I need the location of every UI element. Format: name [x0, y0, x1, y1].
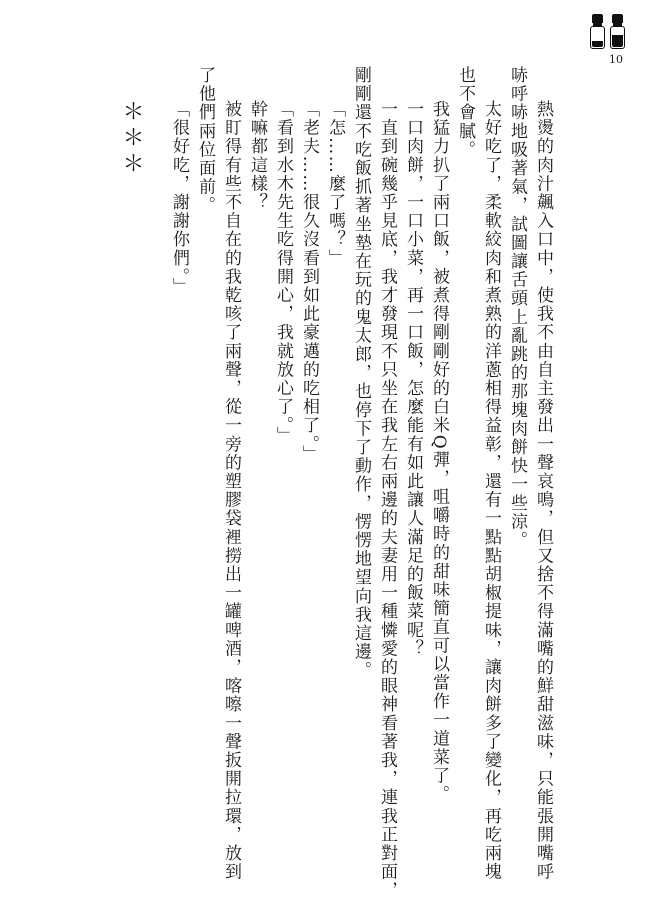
- text-line-12: 幹嘛都這樣？: [247, 100, 267, 212]
- text-line-6: 一口肉餅，一口小菜，再一口飯，怎麼能有如此讓人滿足的飯菜呢？: [403, 100, 423, 658]
- text-line-14: 了他們兩位面前。: [195, 66, 215, 215]
- text-line-10: 「老夫……很久沒看到如此豪邁的吃相了。」: [299, 100, 319, 464]
- text-line-2: 哧呼哧地吸著氣，試圖讓舌頭上亂跳的那塊肉餅快一些涼。: [507, 66, 527, 550]
- text-line-9: 「怎……麼了嗎？」: [325, 100, 345, 268]
- section-separator: ＊＊＊: [119, 100, 144, 178]
- bottle-left: [590, 14, 605, 48]
- text-line-13: 被盯得有些不自在的我乾咳了兩聲，從一旁的塑膠袋裡撈出一罐啤酒，喀嚓一聲扳開拉環，放到: [221, 100, 241, 882]
- page-number: 10: [609, 53, 623, 66]
- text-line-8: 剛剛還不吃飯抓著坐墊在玩的鬼太郎，也停下了動作，愣愣地望向我這邊。: [351, 66, 371, 680]
- text-line-15: 「很好吃，謝謝你們。」: [169, 100, 189, 297]
- bottle-right: [610, 14, 625, 48]
- text-line-3: 太好吃了，柔軟絞肉和煮熟的洋蔥相得益彰，還有一點點胡椒提味，讓肉餅多了變化，再吃兩塊: [481, 100, 501, 882]
- bottles-icon: [590, 14, 630, 50]
- text-line-11: 「看到水木先生吃得開心，我就放心了。」: [273, 100, 293, 445]
- text-line-7: 一直到碗幾乎見底，我才發現不只坐在我左右兩邊的夫妻用一種憐愛的眼神看著我，連我正對面，: [377, 100, 397, 900]
- text-line-1: 熱燙的肉汁飆入口中，使我不由自主發出一聲哀鳴，但又捨不得滿嘴的鮮甜滋味，只能張開嘴呼: [533, 100, 553, 882]
- text-line-4: 也不會膩。: [455, 66, 475, 159]
- text-line-5: 我猛力扒了兩口飯，被煮得剛剛好的白米Q彈，咀嚼時的甜味簡直可以當作一道菜了。: [429, 100, 449, 804]
